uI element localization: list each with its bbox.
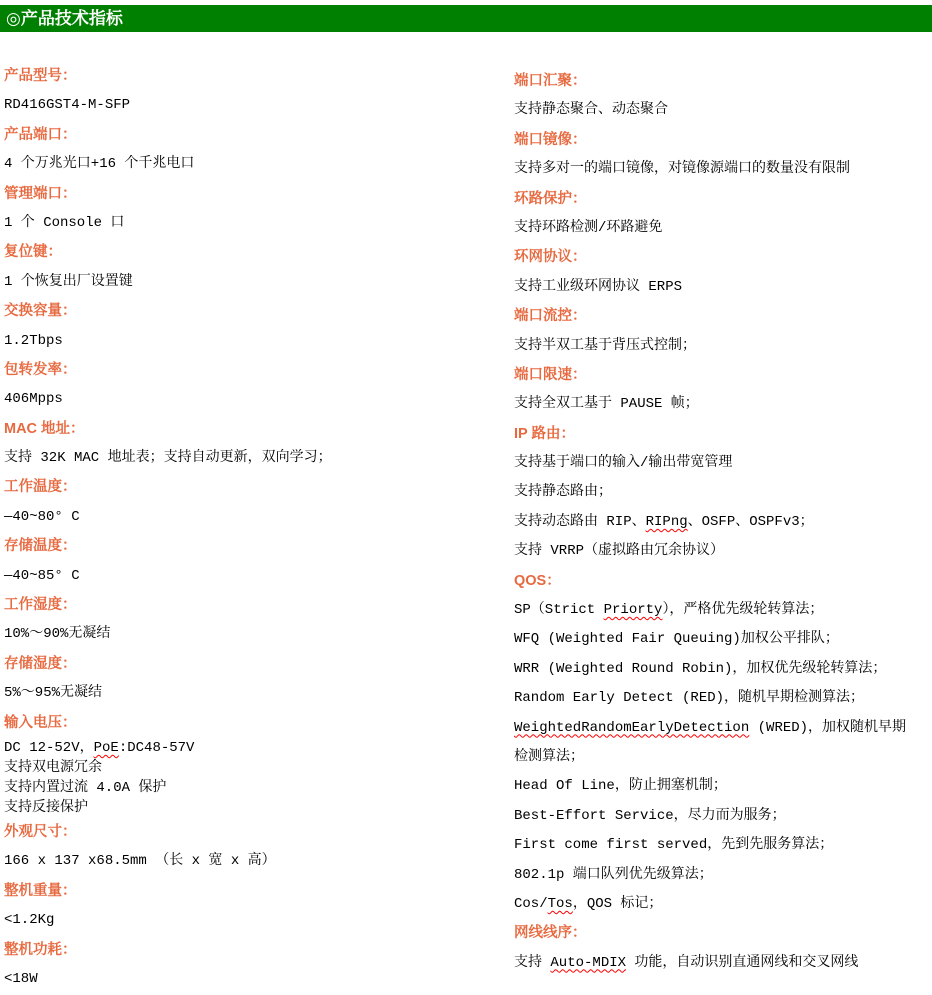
spec-text-line	[514, 625, 932, 654]
spec-text-line	[514, 714, 932, 743]
spec-text-line	[514, 508, 932, 537]
text-segment: 、OSFP、OSPFv3；	[687, 513, 814, 530]
text-segment: 1 个 Console 口	[4, 214, 125, 231]
spec-text-line	[514, 332, 932, 361]
text-segment: 支持反接保护	[4, 799, 88, 816]
spec-text-line	[4, 620, 514, 649]
section-header-bar	[0, 5, 932, 32]
text-segment: 支持工业级环网协议 ERPS	[514, 278, 683, 295]
spec-heading	[514, 126, 932, 155]
text-segment: 存储湿度：	[4, 655, 77, 672]
text-segment: 支持半双工基于背压式控制；	[514, 337, 696, 354]
text-segment: 1.2Tbps	[4, 332, 63, 349]
text-segment: 环路保护：	[514, 190, 587, 207]
text-segment: 支持内置过流 4.0A 保护	[4, 779, 167, 796]
spec-text-line	[514, 831, 932, 860]
text-segment: ，QOS 标记；	[572, 895, 663, 912]
spec-text-line	[4, 503, 514, 532]
text-segment: 网线线序：	[514, 925, 587, 942]
spec-text-line	[514, 155, 932, 184]
spec-column-left	[0, 62, 514, 994]
misspelled-word: RIPng	[645, 513, 688, 530]
text-segment: 支持基于端口的输入/输出带宽管理	[514, 455, 733, 472]
spec-text-line	[514, 743, 932, 772]
spec-text-line	[514, 273, 932, 302]
spec-text-line	[514, 772, 932, 801]
spec-text-line	[4, 268, 514, 297]
spec-text-line	[514, 655, 932, 684]
spec-heading	[4, 532, 514, 561]
spec-text-line	[4, 209, 514, 238]
text-segment: 包转发率：	[4, 361, 77, 378]
spec-heading	[4, 473, 514, 502]
text-segment: 存储温度：	[4, 538, 77, 555]
text-segment: 支持静态路由；	[514, 484, 612, 501]
text-segment: 管理端口：	[4, 185, 77, 202]
text-segment: Cos/	[514, 895, 548, 912]
text-segment: 工作湿度：	[4, 597, 77, 614]
text-segment: 10%～90%无凝结	[4, 626, 111, 643]
text-segment: Random Early Detect (RED)，随机早期检测算法；	[514, 690, 865, 707]
text-segment: RD416GST4-M-SFP	[4, 97, 131, 114]
spec-heading	[514, 919, 932, 948]
spec-heading	[4, 297, 514, 326]
text-segment: 支持双电源冗余	[4, 759, 102, 776]
text-segment: 检测算法；	[514, 748, 584, 765]
text-segment: :DC48-57V	[118, 739, 195, 756]
text-segment: 功能，自动识别直通网线和交叉网线	[626, 954, 859, 971]
misspelled-word: WeightedRandomEarlyDetection	[514, 719, 750, 736]
spec-text-line	[514, 861, 932, 890]
text-segment: ），严格优先级轮转算法；	[662, 602, 824, 619]
text-segment: 交换容量：	[4, 303, 77, 320]
spec-heading	[4, 709, 514, 738]
text-segment: 工作温度：	[4, 479, 77, 496]
text-segment: IP 路由：	[514, 425, 575, 442]
spec-heading	[514, 302, 932, 331]
spec-text-line	[514, 890, 932, 919]
misspelled-word: Auto-MDIX	[550, 954, 627, 971]
spec-text-line	[514, 449, 932, 478]
spec-text-line	[514, 96, 932, 125]
text-segment: 4 个万兆光口+16 个千兆电口	[4, 156, 195, 173]
spec-text-line	[4, 91, 514, 120]
text-segment: —40~80° C	[4, 508, 80, 525]
text-segment: <1.2Kg	[4, 912, 55, 929]
spec-text-line	[4, 327, 514, 356]
text-segment: QOS：	[514, 572, 561, 589]
spec-heading	[514, 243, 932, 272]
spec-heading	[4, 415, 514, 444]
text-segment: 端口汇聚：	[514, 73, 587, 89]
spec-heading	[514, 67, 932, 96]
spec-text-line	[514, 390, 932, 419]
text-segment: 支持动态路由 RIP、	[514, 513, 646, 530]
spec-text-line	[4, 385, 514, 414]
spec-text-line	[514, 478, 932, 507]
text-segment: WFQ (Weighted Fair Queuing)加权公平排队；	[514, 631, 839, 648]
spec-heading	[4, 877, 514, 906]
text-segment: 端口限速：	[514, 366, 587, 383]
text-segment: DC 12-52V，	[4, 739, 94, 756]
spec-text-line	[4, 906, 514, 935]
text-segment: First come first served，先到先服务算法；	[514, 837, 834, 854]
text-segment: 支持 VRRP（虚拟路由冗余协议）	[514, 543, 725, 560]
spec-heading	[514, 420, 932, 449]
text-segment: WRR (Weighted Round Robin)，加权优先级轮转算法；	[514, 660, 887, 677]
spec-text-line	[4, 778, 514, 798]
text-segment: MAC 地址：	[4, 420, 85, 437]
spec-text-line	[514, 537, 932, 566]
text-segment: (WRED)，加权随机早期	[749, 719, 907, 736]
spec-heading	[514, 185, 932, 214]
text-segment: 复位键：	[4, 244, 62, 261]
text-segment: 端口流控：	[514, 308, 587, 325]
spec-heading	[514, 567, 932, 596]
text-segment: SP（Strict	[514, 602, 604, 619]
spec-heading	[4, 936, 514, 965]
spec-heading	[4, 356, 514, 385]
text-segment: 1 个恢复出厂设置键	[4, 273, 133, 290]
spec-heading	[4, 591, 514, 620]
spec-text-line	[4, 798, 514, 818]
text-segment: 支持 32K MAC 地址表；支持自动更新，双向学习；	[4, 450, 332, 467]
spec-text-line	[514, 684, 932, 713]
spec-text-line	[514, 214, 932, 243]
spec-heading	[4, 180, 514, 209]
text-segment: 产品型号：	[4, 68, 77, 84]
spec-heading	[4, 238, 514, 267]
spec-columns	[0, 32, 932, 994]
spec-column-right	[514, 62, 932, 994]
misspelled-word: PoE	[93, 739, 119, 756]
text-segment: Head Of Line，防止拥塞机制；	[514, 778, 727, 795]
text-segment: 166 x 137 x68.5mm （长 x 宽 x 高）	[4, 853, 276, 870]
text-segment: 支持环路检测/环路避免	[514, 219, 663, 236]
spec-text-line	[514, 596, 932, 625]
spec-text-line	[4, 847, 514, 876]
text-segment: 406Mpps	[4, 391, 63, 408]
text-segment: 环网协议：	[514, 249, 587, 266]
text-segment: 整机功耗：	[4, 941, 77, 958]
misspelled-word: Tos	[547, 895, 573, 912]
spec-heading	[514, 361, 932, 390]
text-segment: 5%～95%无凝结	[4, 685, 103, 702]
spec-text-line	[4, 562, 514, 591]
text-segment: <18W	[4, 970, 38, 987]
spec-heading	[4, 121, 514, 150]
spec-text-line	[514, 949, 932, 978]
text-segment: 外观尺寸：	[4, 823, 77, 840]
text-segment: 802.1p 端口队列优先级算法；	[514, 866, 713, 883]
text-segment: Best-Effort Service，尽力而为服务；	[514, 807, 786, 824]
text-segment: 支持静态聚合、动态聚合	[514, 102, 668, 119]
spec-heading	[4, 650, 514, 679]
spec-text-line	[4, 150, 514, 179]
text-segment: 支持全双工基于 PAUSE 帧；	[514, 396, 699, 413]
misspelled-word: Priorty	[603, 602, 663, 619]
spec-text-line	[4, 758, 514, 778]
text-segment: 端口镜像：	[514, 131, 587, 148]
spec-text-line	[4, 679, 514, 708]
spec-heading	[4, 62, 514, 91]
section-title: ◎产品技术指标	[6, 9, 123, 28]
text-segment: 输入电压：	[4, 714, 77, 731]
spec-text-line	[514, 802, 932, 831]
text-segment: 整机重量：	[4, 882, 77, 899]
text-segment: —40~85° C	[4, 567, 80, 584]
spec-text-line	[4, 444, 514, 473]
spec-heading	[4, 818, 514, 847]
text-segment: 支持	[514, 954, 551, 971]
text-segment: 支持多对一的端口镜像，对镜像源端口的数量没有限制	[514, 161, 850, 178]
spec-text-line	[4, 738, 514, 758]
text-segment: 产品端口：	[4, 126, 77, 143]
